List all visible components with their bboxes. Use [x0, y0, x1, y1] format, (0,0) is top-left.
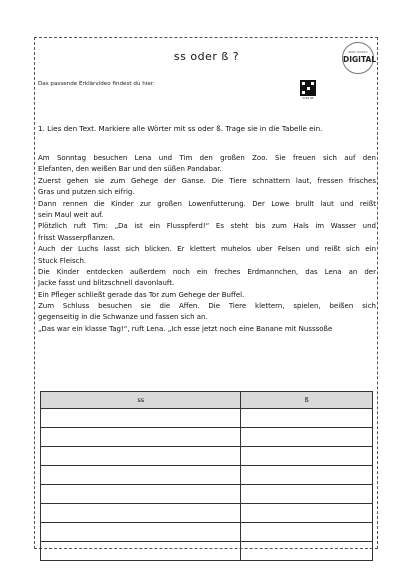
table-row — [41, 523, 373, 542]
text-line: Dann rennen die Kinder zur großen Lowenfutterung. Der Lowe brullt laut und reißt — [38, 199, 376, 208]
story-text — [38, 153, 376, 335]
text-line: „Das war ein klasse Tag!“, ruft Lena. „Ich esse jetzt noch eine Banane mit Nusssoße — [38, 324, 333, 333]
worksheet-title: ss oder ß ? — [173, 50, 240, 63]
answer-cell-eszett[interactable] — [241, 409, 373, 428]
text-line: Stuck Fleisch. — [38, 256, 87, 265]
table-row — [41, 409, 373, 428]
digital-logo — [342, 42, 377, 74]
qr-code-label: SCAN ME — [302, 97, 314, 100]
column-header-eszett: ß — [241, 392, 373, 409]
answer-cell-eszett[interactable] — [241, 542, 373, 561]
answer-cell-ss[interactable] — [41, 428, 241, 447]
logo-main-text: DIGITAL — [343, 55, 377, 64]
text-line: frisst Wasserpflanzen. — [38, 233, 116, 242]
logo-top-text: ZERA WORKS — [348, 51, 368, 54]
answer-cell-eszett[interactable] — [241, 504, 373, 523]
answer-cell-eszett[interactable] — [241, 466, 373, 485]
text-line: Zuerst gehen sie zum Gehege der Ganse. Die Tiere schnattern laut, fressen frisches — [38, 176, 376, 185]
table-row — [41, 504, 373, 523]
text-line: Am Sonntag besuchen Lena und Tim den großen Zoo. Sie freuen sich auf den — [38, 154, 376, 162]
text-line: Ein Pfleger schließt gerade das Tor zum Gehege der Buffel. — [38, 290, 245, 299]
text-line: Gras und putzen sich eifrig. — [38, 188, 135, 197]
answer-cell-ss[interactable] — [41, 504, 241, 523]
text-line: sein Maul weit auf. — [38, 210, 104, 219]
table-row — [41, 466, 373, 485]
task-instruction: 1. Lies den Text. Markiere alle Wörter mit ss oder ß. Trage sie in die Tabelle ein. — [38, 124, 323, 133]
text-line: Jacke fasst und blitzschnell davonlauft. — [38, 279, 175, 288]
table-row — [41, 485, 373, 504]
answer-table — [40, 391, 373, 561]
answer-cell-eszett[interactable] — [241, 428, 373, 447]
answer-cell-ss[interactable] — [41, 523, 241, 542]
text-line: Die Kinder entdecken außerdem noch ein freches Erdmannchen, das Lena an der — [38, 267, 376, 276]
text-line: Auch der Luchs lasst sich blicken. Er klettert muhelos uber Felsen und reißt sich ein — [38, 245, 376, 254]
qr-code-icon[interactable] — [300, 80, 316, 96]
table-row — [41, 428, 373, 447]
answer-cell-ss[interactable] — [41, 447, 241, 466]
answer-cell-eszett[interactable] — [241, 447, 373, 466]
answer-cell-eszett[interactable] — [241, 523, 373, 542]
text-line: Zum Schluss besuchen sie die Affen. Die Tiere klettern, spielen, beißen sich — [38, 302, 376, 311]
answer-cell-eszett[interactable] — [241, 485, 373, 504]
answer-cell-ss[interactable] — [41, 542, 241, 561]
text-line: Elefanten, den weißen Bar und den süßen Pandabar. — [38, 165, 222, 174]
table-row — [41, 447, 373, 466]
column-header-ss: ss — [41, 392, 241, 409]
answer-cell-ss[interactable] — [41, 485, 241, 504]
answer-cell-ss[interactable] — [41, 466, 241, 485]
table-row — [41, 542, 373, 561]
video-note: Das passende Erklärvideo findest du hier: — [38, 81, 155, 87]
text-line: Plötzlich ruft Tim: „Da ist ein Flusspferd!“ Es steht bis zum Hals im Wasser und — [38, 222, 376, 231]
text-line: gegenseitig in die Schwanze und fassen sich an. — [38, 313, 208, 322]
answer-cell-ss[interactable] — [41, 409, 241, 428]
